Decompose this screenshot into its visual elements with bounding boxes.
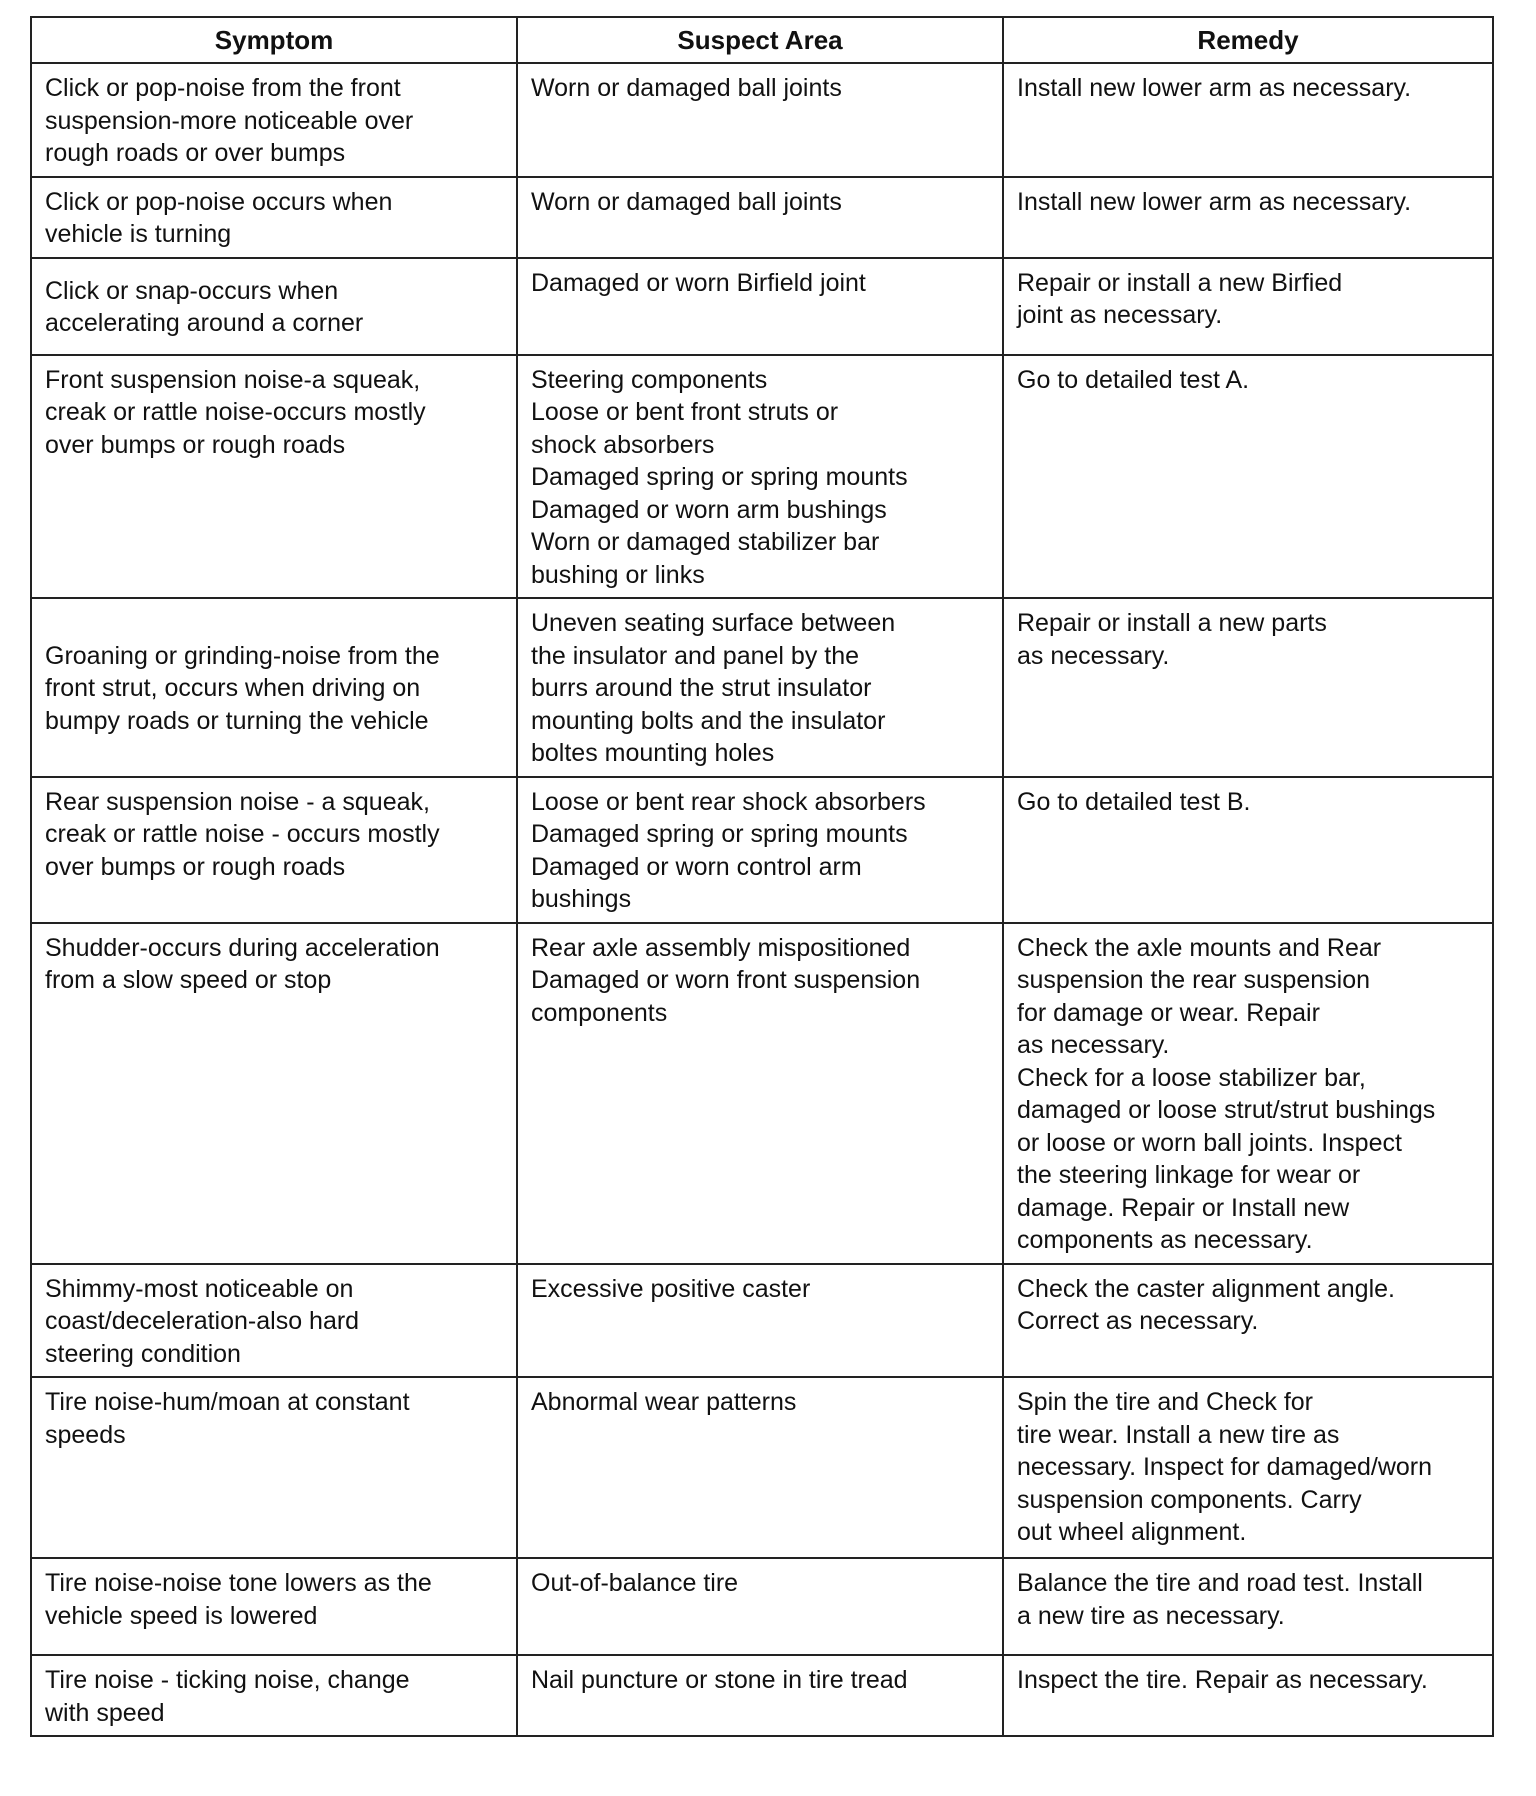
remedy-text: Go to detailed test B. [1017,787,1251,816]
table-row [31,177,1493,258]
suspect-area-text: Loose or bent rear shock absorbers Damaged spring or spring mounts Damaged or worn control arm bushings [531,787,926,913]
symptom-cell [31,1264,517,1378]
remedy-cell [1003,1655,1493,1736]
suspect-area-text: Out-of-balance tire [531,1569,739,1597]
suspect-area-text: Rear axle assembly mispositioned Damaged or worn front suspension components [531,933,921,1027]
symptom-cell [31,1377,517,1558]
symptom-text: Click or pop-noise from the front suspension-more noticeable over rough roads or over bumps [45,74,414,167]
remedy-cell [1003,598,1493,777]
suspect-area-cell [517,777,1003,923]
suspect-area-text: Steering components Loose or bent front struts or shock absorbers Damaged spring or spring mounts Damaged or worn arm bushings Worn or damaged stabilizer bar bushing or links [531,365,908,589]
remedy-text: Check the caster alignment angle. Correct as necessary. [1017,1274,1395,1335]
symptom-cell [31,1558,517,1655]
symptom-cell [31,177,517,258]
table-row [31,1377,1493,1558]
suspect-area-text: Excessive positive caster [531,1274,811,1303]
suspect-area-text: Nail puncture or stone in tire tread [531,1666,908,1694]
suspect-area-text: Damaged or worn Birfield joint [531,268,866,297]
remedy-cell [1003,258,1493,355]
symptom-cell [31,258,517,355]
symptom-text: Tire noise-noise tone lowers as the vehicle speed is lowered [45,1569,432,1630]
suspect-area-cell [517,1655,1003,1736]
suspect-area-text: Worn or damaged ball joints [531,187,842,216]
table-row [31,63,1493,177]
column-header-remedy: Remedy [1003,17,1493,63]
table-row [31,355,1493,599]
suspect-area-text: Worn or damaged ball joints [531,74,842,102]
remedy-text: Install new lower arm as necessary. [1017,74,1412,102]
symptom-cell [31,598,517,777]
suspect-area-cell [517,1558,1003,1655]
symptom-text: Tire noise - ticking noise, change with speed [45,1666,410,1727]
remedy-text: Inspect the tire. Repair as necessary. [1017,1666,1428,1694]
symptom-cell [31,63,517,177]
suspect-area-cell [517,258,1003,355]
table-body [31,63,1493,1736]
symptom-text: Click or snap-occurs when accelerating around a corner [45,276,364,337]
table-row [31,258,1493,355]
suspect-area-cell [517,598,1003,777]
table-row [31,777,1493,923]
remedy-cell [1003,777,1493,923]
suspect-area-text: Abnormal wear patterns [531,1388,797,1416]
symptom-text: Click or pop-noise occurs when vehicle is turning [45,187,393,248]
symptom-cell [31,355,517,599]
column-header-suspect-area: Suspect Area [517,17,1003,63]
symptom-text: Rear suspension noise - a squeak, creak or rattle noise - occurs mostly over bumps or rough roads [45,787,440,881]
symptom-cell [31,923,517,1264]
symptom-cell [31,777,517,923]
suspect-area-cell [517,1377,1003,1558]
remedy-text: Install new lower arm as necessary. [1017,187,1412,216]
suspect-area-cell [517,177,1003,258]
symptom-cell [31,1655,517,1736]
remedy-text: Repair or install a new Birfied joint as necessary. [1017,268,1343,329]
symptom-text: Front suspension noise-a squeak, creak or rattle noise-occurs mostly over bumps or rough roads [45,365,426,459]
remedy-text: Go to detailed test A. [1017,365,1250,394]
suspect-area-cell [517,1264,1003,1378]
symptom-text: Shimmy-most noticeable on coast/deceleration-also hard steering condition [45,1274,360,1368]
remedy-text: Repair or install a new parts as necessary. [1017,609,1327,670]
suspect-area-cell [517,923,1003,1264]
remedy-cell [1003,1264,1493,1378]
symptom-text: Shudder-occurs during acceleration from a slow speed or stop [45,933,440,994]
symptom-text: Groaning or grinding-noise from the front strut, occurs when driving on bumpy roads or turning the vehicle [45,641,440,735]
table-row [31,923,1493,1264]
suspect-area-text: Uneven seating surface between the insulator and panel by the burrs around the strut insulator mounting bolts and the insulator boltes mounting holes [531,609,896,767]
diagnosis-table [30,16,1494,1737]
suspect-area-cell [517,355,1003,599]
table-row [31,1264,1493,1378]
symptom-text: Tire noise-hum/moan at constant speeds [45,1388,410,1449]
table-row [31,598,1493,777]
remedy-cell [1003,355,1493,599]
remedy-text: Balance the tire and road test. Install a new tire as necessary. [1017,1569,1423,1630]
remedy-cell [1003,1558,1493,1655]
table-row [31,1558,1493,1655]
remedy-cell [1003,177,1493,258]
remedy-cell [1003,63,1493,177]
suspect-area-cell [517,63,1003,177]
table-header-row [31,17,1493,63]
remedy-text: Check the axle mounts and Rear suspension the rear suspension for damage or wear. Repair as necessary. Check for a loose stabilizer bar, damaged or loose strut/strut bushings or loose or worn ball joints. Inspect the steering linkage for wear or damage. Repair or Install new components as necessary. [1017,933,1436,1254]
remedy-text: Spin the tire and Check for tire wear. Install a new tire as necessary. Inspect for damaged/worn suspension components. Carry out wheel alignment. [1017,1388,1433,1546]
column-header-symptom: Symptom [31,17,517,63]
remedy-cell [1003,1377,1493,1558]
remedy-cell [1003,923,1493,1264]
table-row [31,1655,1493,1736]
